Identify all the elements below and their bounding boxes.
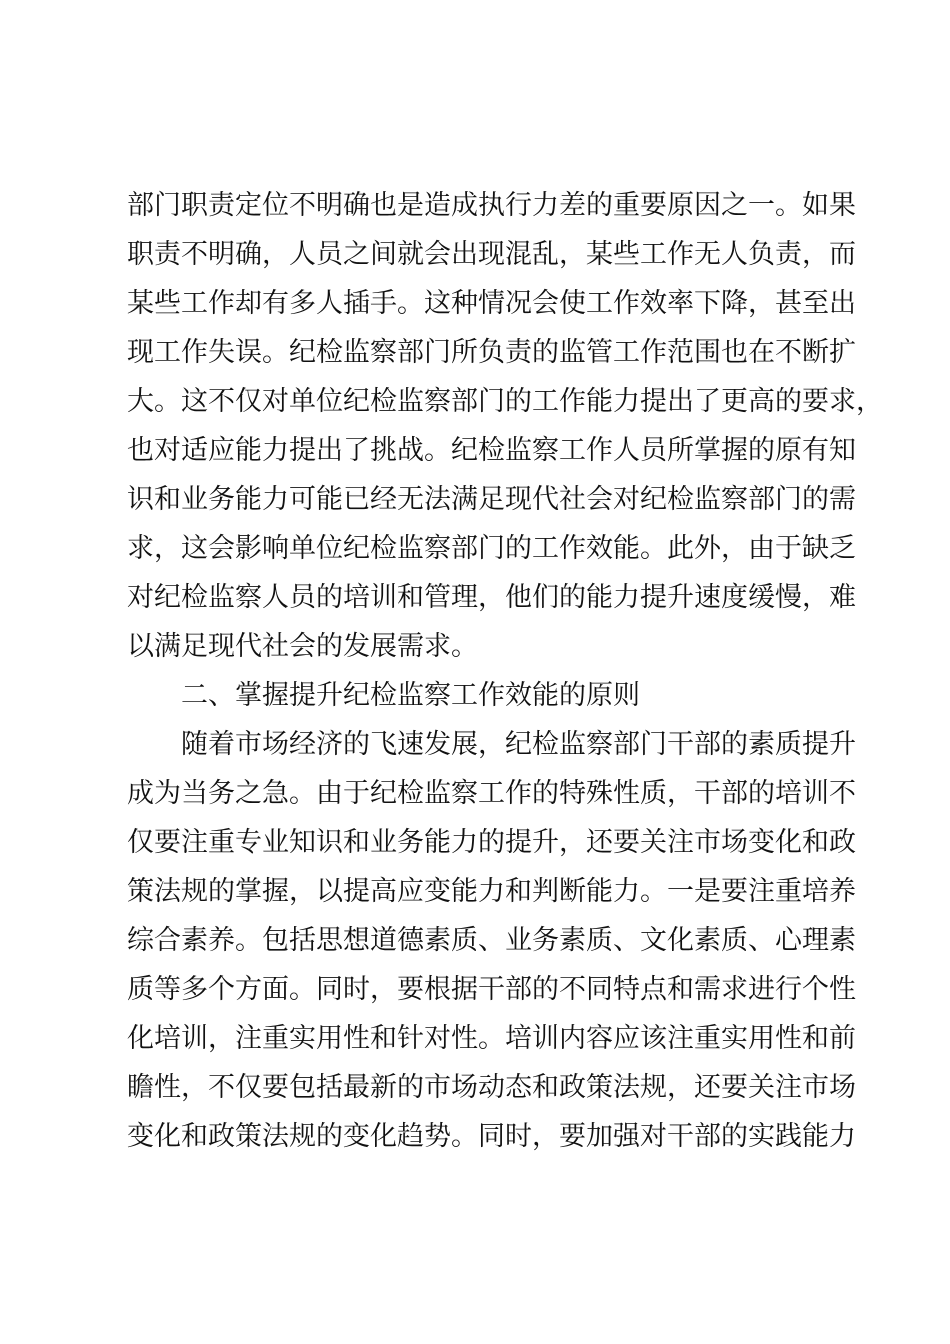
paragraph-1-line: 对纪检监察人员的培训和管理，他们的能力提升速度缓慢，难: [127, 582, 856, 613]
paragraph-1-line: 某些工作却有多人插手。这种情况会使工作效率下降，甚至出: [127, 288, 856, 319]
paragraph-2-line: 随着市场经济的飞速发展，纪检监察部门干部的素质提升: [181, 729, 856, 760]
paragraph-2-line: 变化和政策法规的变化趋势。同时，要加强对干部的实践能力: [127, 1121, 856, 1152]
paragraph-1-line: 求，这会影响单位纪检监察部门的工作效能。此外，由于缺乏: [127, 533, 856, 564]
paragraph-2-line: 成为当务之急。由于纪检监察工作的特殊性质，干部的培训不: [127, 778, 856, 809]
paragraph-1-line: 以满足现代社会的发展需求。: [127, 631, 478, 662]
section-heading: 二、掌握提升纪检监察工作效能的原则: [181, 680, 640, 711]
paragraph-1-line: 大。这不仅对单位纪检监察部门的工作能力提出了更高的要求，: [127, 386, 883, 417]
paragraph-2-line: 瞻性，不仅要包括最新的市场动态和政策法规，还要关注市场: [127, 1072, 856, 1103]
paragraph-1-line: 识和业务能力可能已经无法满足现代社会对纪检监察部门的需: [127, 484, 856, 515]
paragraph-1-line: 也对适应能力提出了挑战。纪检监察工作人员所掌握的原有知: [127, 435, 856, 466]
paragraph-2-line: 仅要注重专业知识和业务能力的提升，还要关注市场变化和政: [127, 827, 856, 858]
paragraph-1-line: 现工作失误。纪检监察部门所负责的监管工作范围也在不断扩: [127, 337, 856, 368]
paragraph-2-line: 策法规的掌握，以提高应变能力和判断能力。一是要注重培养: [127, 876, 856, 907]
paragraph-1-line: 部门职责定位不明确也是造成执行力差的重要原因之一。如果: [127, 190, 856, 221]
paragraph-2-line: 综合素养。包括思想道德素质、业务素质、文化素质、心理素: [127, 925, 856, 956]
document-body: [127, 181, 883, 1161]
paragraph-2-line: 化培训，注重实用性和针对性。培训内容应该注重实用性和前: [127, 1023, 856, 1054]
paragraph-1-line: 职责不明确，人员之间就会出现混乱，某些工作无人负责，而: [127, 239, 856, 270]
paragraph-2-line: 质等多个方面。同时，要根据干部的不同特点和需求进行个性: [127, 974, 856, 1005]
